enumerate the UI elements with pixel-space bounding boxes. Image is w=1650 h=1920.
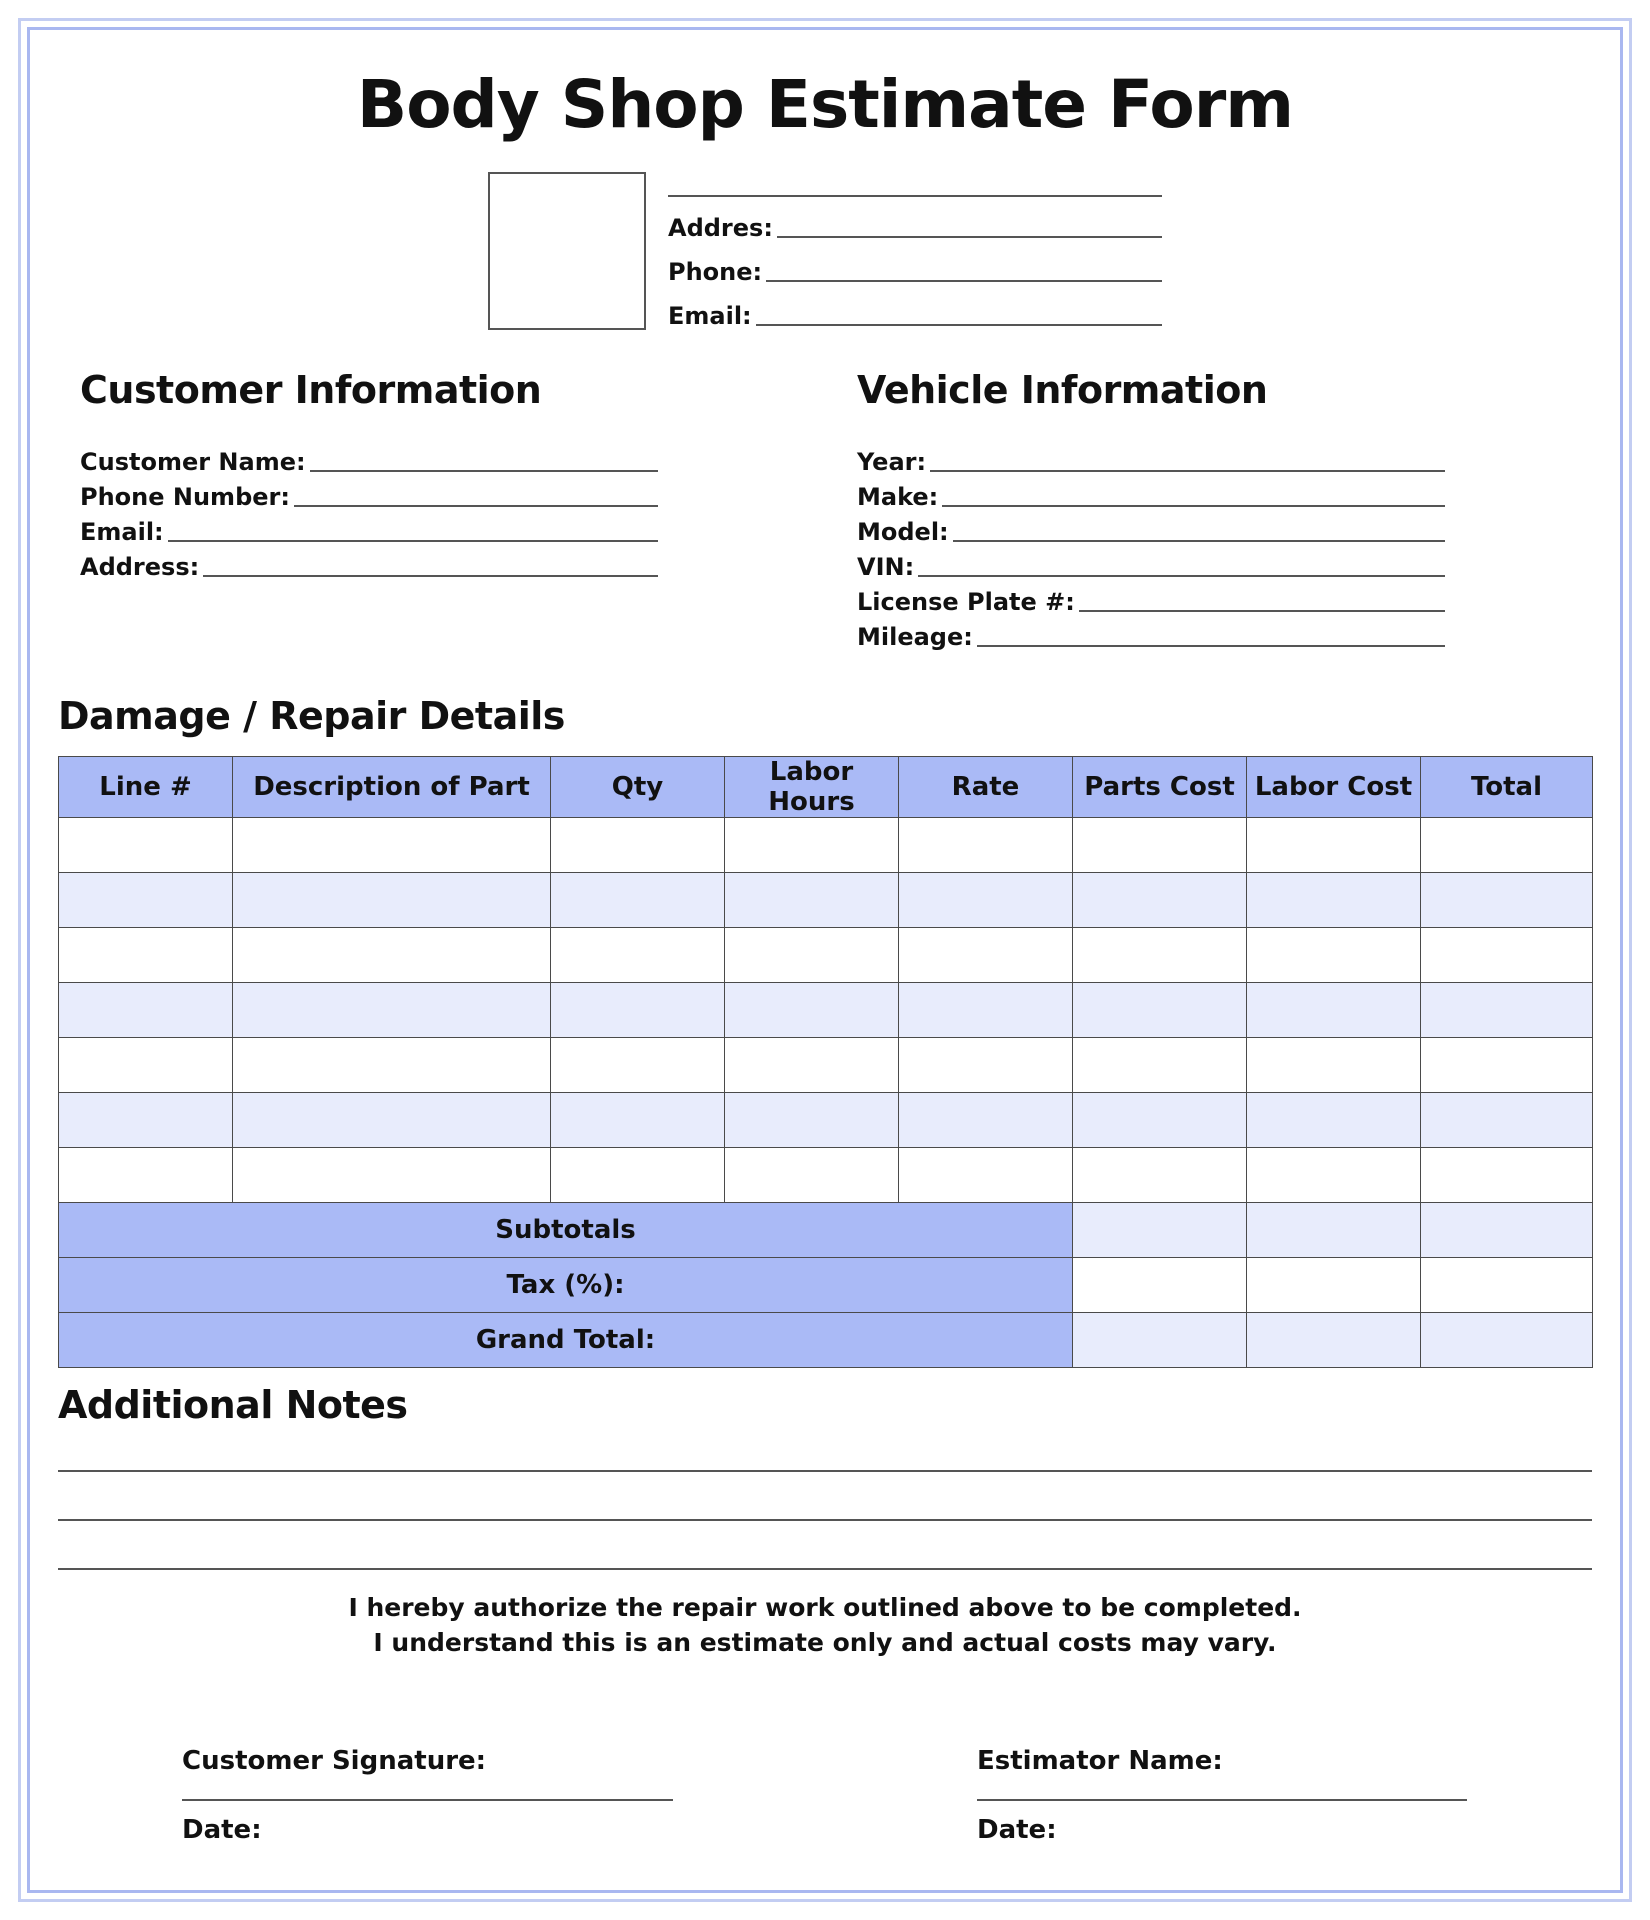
col-header-rate: Rate [899,757,1073,818]
table-cell[interactable] [899,983,1073,1038]
table-cell[interactable] [551,1148,725,1203]
table-cell[interactable] [551,818,725,873]
table-cell[interactable] [59,928,233,983]
grand-total-labor-cost-cell[interactable] [1247,1313,1421,1368]
table-cell[interactable] [1073,1148,1247,1203]
shop-email-field[interactable] [668,304,1162,328]
table-cell[interactable] [1421,1038,1593,1093]
vehicle-model-field[interactable] [857,520,1445,544]
col-header-labor-hours: Labor Hours [725,757,899,818]
table-cell[interactable] [551,1093,725,1148]
table-cell[interactable] [233,818,551,873]
vehicle-make-field[interactable] [857,485,1445,509]
vehicle-plate-label: License Plate #: [857,588,1075,616]
table-cell[interactable] [59,1148,233,1203]
table-row [59,1148,1593,1203]
customer-signature-label: Customer Signature: [182,1746,487,1776]
table-cell[interactable] [1073,818,1247,873]
customer-name-field[interactable] [80,450,658,474]
table-row [59,873,1593,928]
vehicle-make-label: Make: [857,483,939,511]
customer-email-field[interactable] [80,520,658,544]
estimator-name-line[interactable] [977,1799,1467,1801]
notes-line[interactable] [58,1470,1592,1472]
table-cell[interactable] [725,983,899,1038]
table-row [59,818,1593,873]
table-cell[interactable] [725,818,899,873]
grand-total-total-cell[interactable] [1421,1313,1593,1368]
table-cell[interactable] [1073,983,1247,1038]
table-cell[interactable] [233,1038,551,1093]
vehicle-mileage-field[interactable] [857,625,1445,649]
vehicle-year-field[interactable] [857,450,1445,474]
estimator-name-label: Estimator Name: [977,1746,1223,1776]
vehicle-mileage-label: Mileage: [857,623,973,651]
table-cell[interactable] [233,1093,551,1148]
table-row [59,928,1593,983]
customer-address-field[interactable] [80,555,658,579]
shop-email-label: Email: [668,302,752,330]
table-cell[interactable] [1421,983,1593,1038]
table-cell[interactable] [1073,928,1247,983]
customer-email-label: Email: [80,518,164,546]
table-cell[interactable] [899,1148,1073,1203]
table-cell[interactable] [1073,873,1247,928]
table-cell[interactable] [1421,928,1593,983]
table-cell[interactable] [59,1038,233,1093]
table-row [59,983,1593,1038]
table-cell[interactable] [899,928,1073,983]
table-cell[interactable] [1247,1148,1421,1203]
form-title: Body Shop Estimate Form [356,66,1294,143]
table-cell[interactable] [1247,873,1421,928]
table-cell[interactable] [233,928,551,983]
tax-total-cell[interactable] [1421,1258,1593,1313]
table-cell[interactable] [725,928,899,983]
customer-name-label: Customer Name: [80,448,306,476]
estimator-date-label: Date: [977,1815,1057,1845]
table-cell[interactable] [551,983,725,1038]
table-cell[interactable] [551,873,725,928]
table-cell[interactable] [1421,873,1593,928]
table-cell[interactable] [725,873,899,928]
grand-total-row [59,1313,1593,1368]
table-cell[interactable] [1247,818,1421,873]
notes-line[interactable] [58,1568,1592,1570]
repair-details-table [58,756,1593,1368]
table-cell[interactable] [1421,1148,1593,1203]
table-cell[interactable] [59,873,233,928]
table-cell[interactable] [551,1038,725,1093]
table-cell[interactable] [1421,818,1593,873]
subtotals-row [59,1203,1593,1258]
customer-address-label: Address: [80,553,200,581]
table-cell[interactable] [1247,928,1421,983]
table-cell[interactable] [1247,983,1421,1038]
authorization-statement [0,1590,1650,1660]
shop-name-line[interactable] [668,195,1162,197]
authorization-line-1: I hereby authorize the repair work outlined above to be completed. [348,1593,1302,1622]
logo-placeholder[interactable] [488,172,646,330]
col-header-description: Description of Part [233,757,551,818]
customer-date-label: Date: [182,1815,262,1845]
grand-total-parts-cost-cell[interactable] [1073,1313,1247,1368]
subtotal-total-cell[interactable] [1421,1203,1593,1258]
table-row [59,1093,1593,1148]
table-cell[interactable] [725,1148,899,1203]
table-cell[interactable] [899,1093,1073,1148]
table-cell[interactable] [233,1148,551,1203]
vehicle-plate-field[interactable] [857,590,1445,614]
table-cell[interactable] [59,818,233,873]
table-cell[interactable] [1247,1038,1421,1093]
table-cell[interactable] [1247,1093,1421,1148]
customer-signature-line[interactable] [182,1799,673,1801]
col-header-labor-cost: Labor Cost [1247,757,1421,818]
authorization-line-2: I understand this is an estimate only and actual costs may vary. [373,1628,1277,1657]
repair-details-heading: Damage / Repair Details [58,694,565,738]
table-cell[interactable] [899,818,1073,873]
subtotals-label: Subtotals [59,1203,1073,1258]
customer-info-heading: Customer Information [80,368,542,412]
col-header-total: Total [1421,757,1593,818]
col-header-qty: Qty [551,757,725,818]
table-row [59,1038,1593,1093]
vehicle-model-label: Model: [857,518,949,546]
vehicle-year-label: Year: [857,448,927,476]
tax-parts-cost-cell[interactable] [1073,1258,1247,1313]
customer-phone-field[interactable] [80,485,658,509]
shop-address-field[interactable] [668,216,1162,240]
subtotal-parts-cost-cell[interactable] [1073,1203,1247,1258]
col-header-parts-cost: Parts Cost [1073,757,1247,818]
additional-notes-heading: Additional Notes [58,1383,408,1427]
table-cell[interactable] [899,1038,1073,1093]
table-cell[interactable] [899,873,1073,928]
notes-line[interactable] [58,1519,1592,1521]
vehicle-info-heading: Vehicle Information [857,368,1268,412]
shop-address-label: Addres: [668,214,773,242]
shop-phone-field[interactable] [668,260,1162,284]
table-cell[interactable] [551,928,725,983]
shop-phone-label: Phone: [668,258,763,286]
table-cell[interactable] [233,873,551,928]
customer-phone-label: Phone Number: [80,483,290,511]
table-cell[interactable] [59,1093,233,1148]
table-cell[interactable] [725,1093,899,1148]
table-cell[interactable] [233,983,551,1038]
table-cell[interactable] [1421,1093,1593,1148]
vehicle-vin-field[interactable] [857,555,1445,579]
table-cell[interactable] [725,1038,899,1093]
table-cell[interactable] [1073,1038,1247,1093]
grand-total-label: Grand Total: [59,1313,1073,1368]
tax-row [59,1258,1593,1313]
tax-label: Tax (%): [59,1258,1073,1313]
col-header-line-number: Line # [59,757,233,818]
subtotal-labor-cost-cell[interactable] [1247,1203,1421,1258]
table-header-row [59,757,1593,818]
table-cell[interactable] [1073,1093,1247,1148]
table-cell[interactable] [59,983,233,1038]
tax-labor-cost-cell[interactable] [1247,1258,1421,1313]
vehicle-vin-label: VIN: [857,553,915,581]
